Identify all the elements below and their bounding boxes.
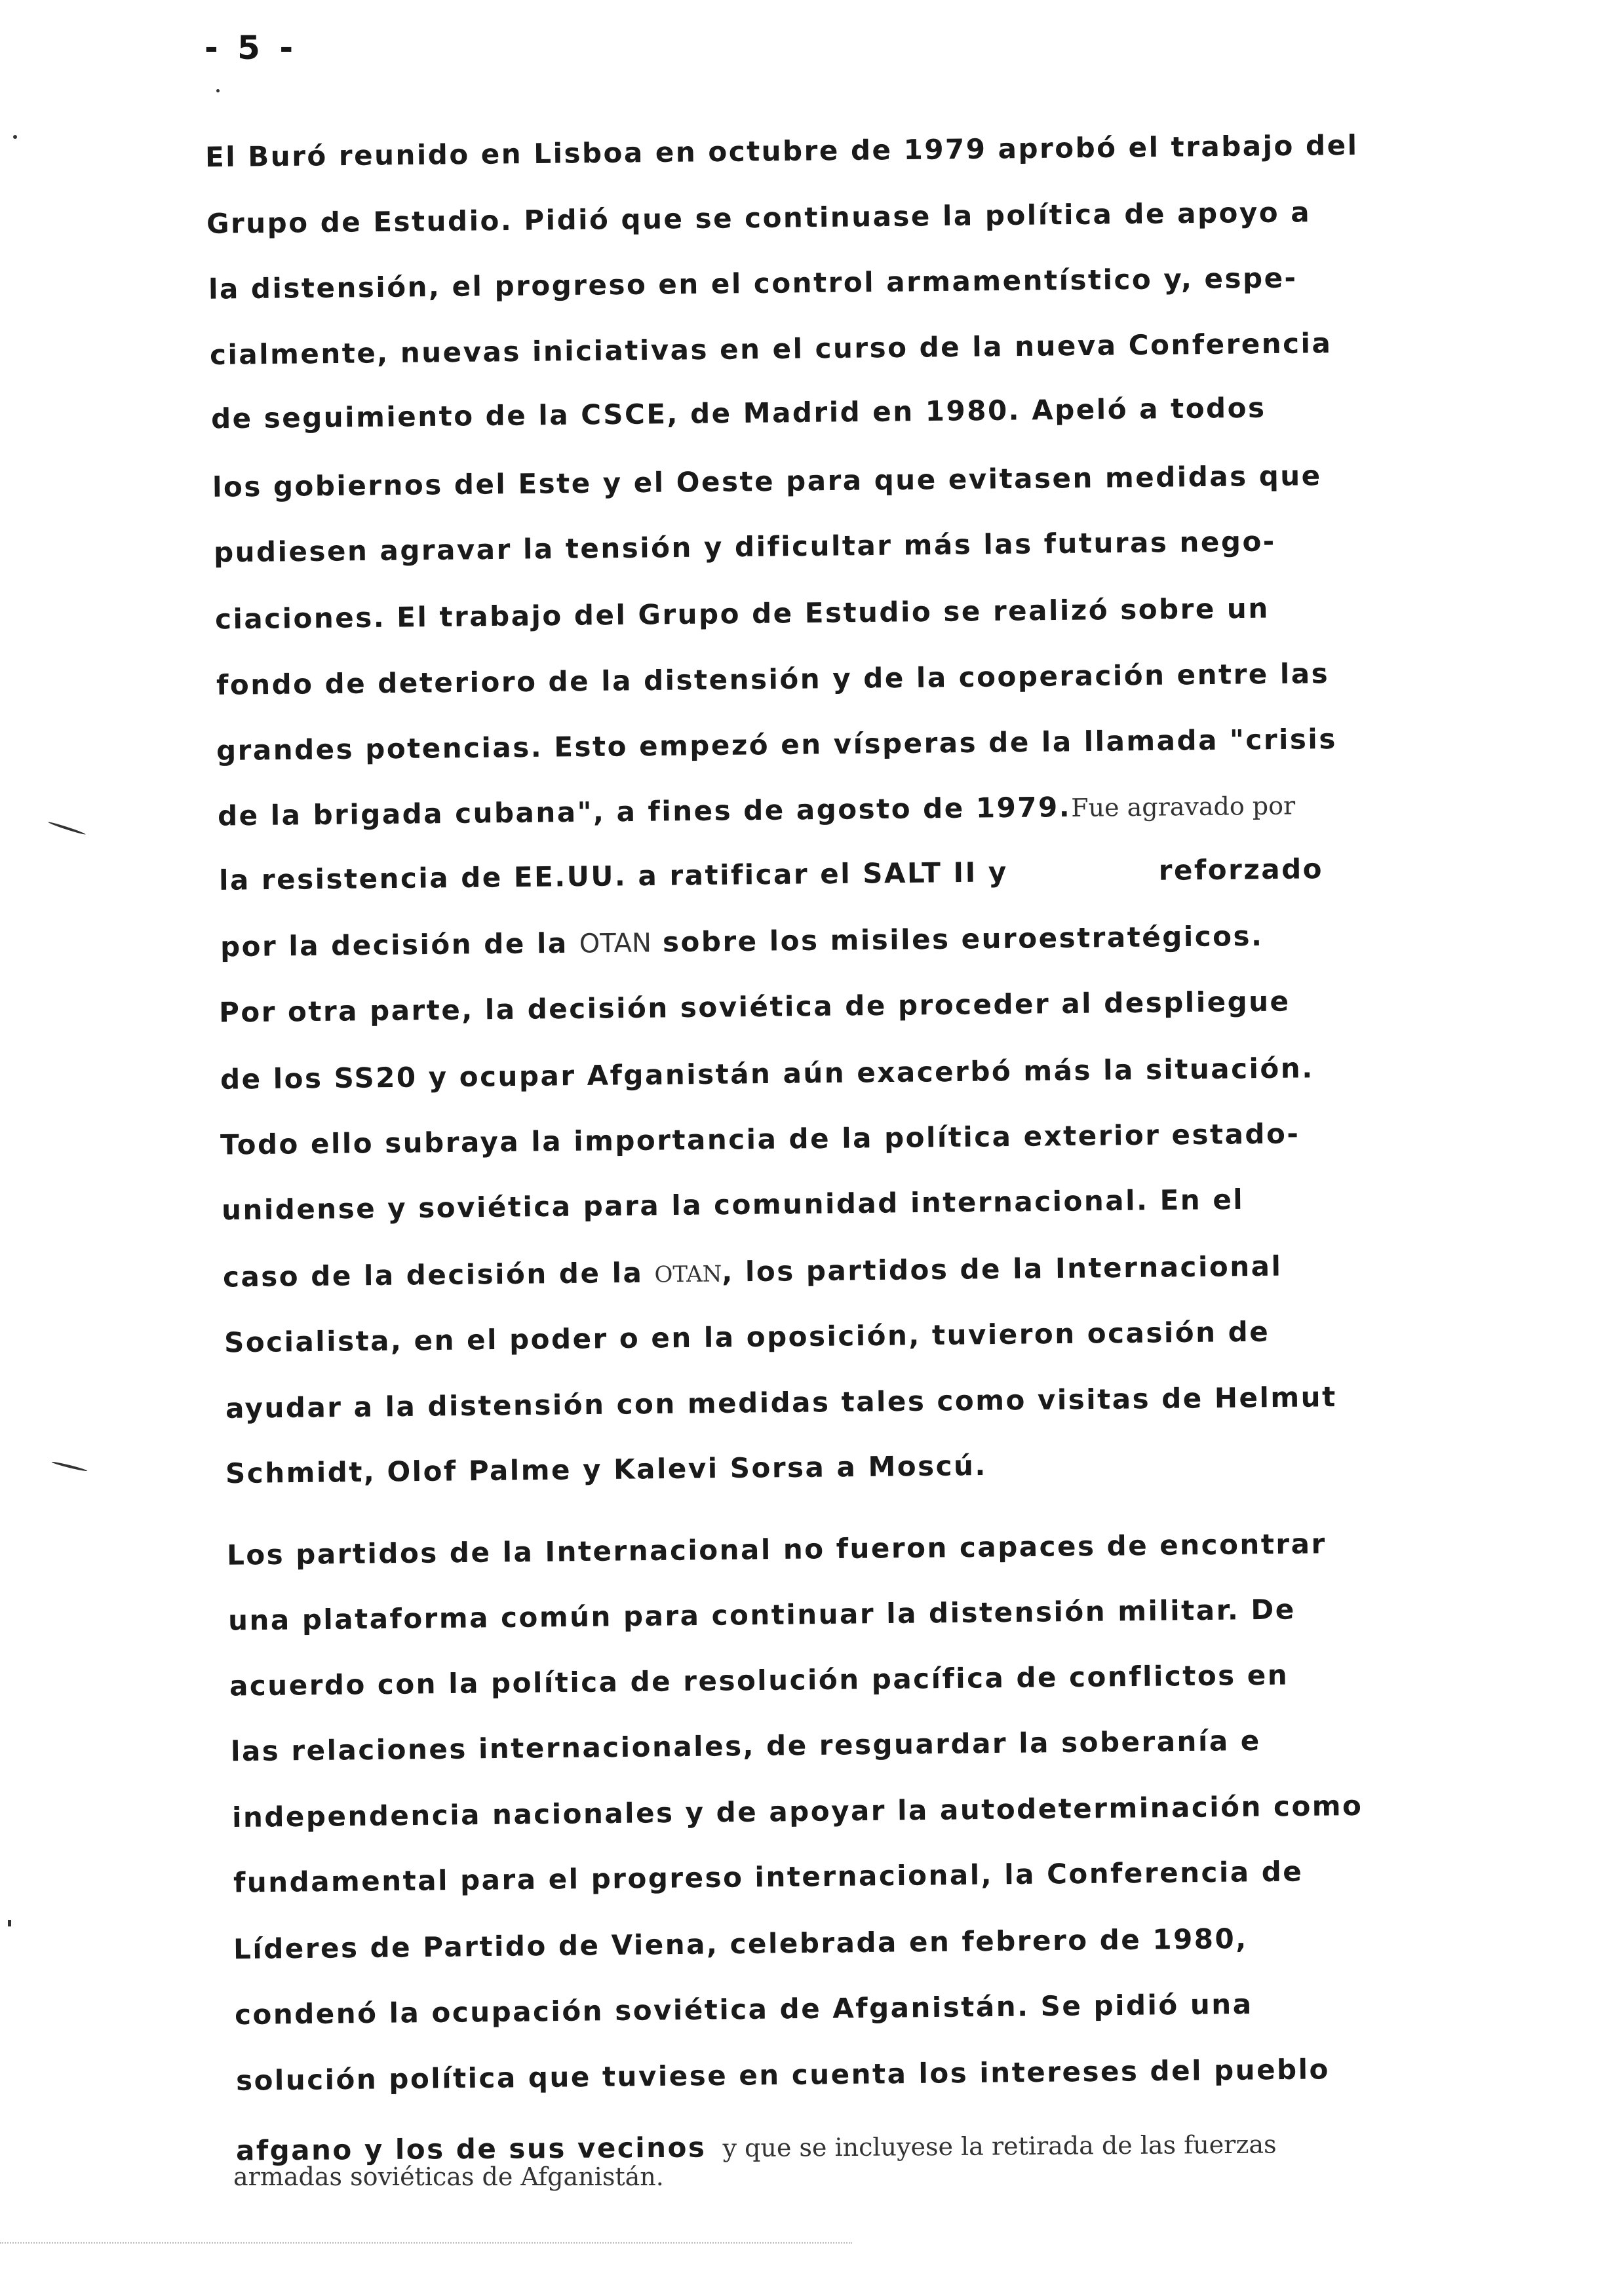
scan-speck-2 (8, 1920, 11, 1926)
p1-line-12-typed: la resistencia de EE.UU. a ratificar el SALT II y (218, 856, 1009, 896)
p1-line-3: la distensión, el progreso en el control armamentístico y, espe- (208, 261, 1298, 305)
otan-insertion-1: OTAN (579, 928, 652, 959)
p1-line-8: ciaciones. El trabajo del Grupo de Estudio se realizó sobre un (214, 592, 1270, 636)
p1-line-11 (218, 788, 1296, 832)
p1-line-13b: sobre los misiles euroestratégicos. (662, 919, 1264, 959)
p1-line-15: de los SS20 y ocupar Afganistán aún exacerbó más la situación. (220, 1052, 1314, 1096)
p1-line-12 (219, 852, 1323, 896)
p1-line-19: Socialista, en el poder o en la oposición, tuvieron ocasión de (224, 1315, 1270, 1359)
p1-line-10: grandes potencias. Esto empezó en vísperas de la llamada "crisis (216, 723, 1338, 767)
p1-line-13a: por la decisión de la (220, 927, 568, 963)
p2-line-7: Líderes de Partido de Viena, celebrada en febrero de 1980, (233, 1922, 1248, 1966)
p2-line-11: armadas soviéticas de Afganistán. (233, 2162, 664, 2191)
p2-line-10 (236, 2127, 1277, 2166)
p2-line-9: solución política que tuviese en cuenta los intereses del pueblo (235, 2053, 1331, 2097)
p2-line-5: independencia nacionales y de apoyar la autodeterminación como (231, 1789, 1363, 1834)
p2-line-1: Los partidos de la Internacional no fueron capaces de encontrar (226, 1527, 1327, 1571)
p1-line-18b: , los partidos de la Internacional (722, 1250, 1283, 1288)
handwritten-insertion-1: Fue agravado por (1070, 791, 1296, 822)
p2-line-2: una plataforma común para continuar la distensión militar. De (227, 1593, 1296, 1637)
p1-line-20: ayudar a la distensión con medidas tales como visitas de Helmut (225, 1381, 1337, 1425)
p1-line-7: pudiesen agravar la tensión y dificultar más las futuras nego- (213, 525, 1276, 569)
p1-line-4: cialmente, nuevas iniciativas en el curso de la nueva Conferencia (209, 327, 1333, 371)
scan-edge-noise (0, 2242, 852, 2244)
p1-line-21: Schmidt, Olof Palme y Kalevi Sorsa a Moscú. (225, 1449, 988, 1490)
scan-speck-3 (216, 89, 220, 92)
p2-line-10-typed: afgano y los de sus vecinos (235, 2131, 707, 2167)
p1-line-1: El Buró reunido en Lisboa en octubre de 1979 aprobó el trabajo del (204, 128, 1359, 174)
hole-punch-mark-2 (51, 1461, 87, 1472)
p2-line-6: fundamental para el progreso internacional, la Conferencia de (233, 1855, 1304, 1899)
otan-insertion-2: OTAN (654, 1261, 722, 1288)
p2-line-4: las relaciones internacionales, de resguardar la soberanía e (230, 1724, 1262, 1768)
p2-line-8: condenó la ocupación soviética de Afganistán. Se pidió una (234, 1987, 1253, 2031)
p1-line-11-typed: de la brigada cubana", a fines de agosto de 1979. (217, 790, 1072, 832)
p1-line-14: Por otra parte, la decisión soviética de proceder al despliegue (218, 985, 1291, 1029)
p1-line-18 (223, 1250, 1283, 1293)
p1-line-12-end: reforzado (1158, 852, 1324, 887)
p1-line-17: unidense y soviética para la comunidad internacional. En el (221, 1183, 1245, 1227)
page-number: - 5 - (204, 29, 298, 67)
p1-line-9: fondo de deterioro de la distensión y de la cooperación entre las (216, 657, 1330, 701)
p1-line-13 (220, 920, 1264, 963)
p1-line-6: los gobiernos del Este y el Oeste para que evitasen medidas que (212, 459, 1322, 503)
typed-insertion-2: y que se incluyese la retirada de las fuerzas (722, 2130, 1277, 2163)
p2-line-3: acuerdo con la política de resolución pacífica de conflictos en (229, 1658, 1289, 1702)
hole-punch-mark-1 (48, 821, 86, 835)
p1-line-2: Grupo de Estudio. Pidió que se continuase la política de apoyo a (206, 196, 1312, 240)
p1-line-5: de seguimiento de la CSCE, de Madrid en 1980. Apeló a todos (210, 391, 1266, 435)
scan-speck-1 (13, 135, 17, 139)
p1-line-16: Todo ello subraya la importancia de la política exterior estado- (220, 1117, 1300, 1161)
p1-line-18a: caso de la decisión de la (222, 1256, 644, 1293)
